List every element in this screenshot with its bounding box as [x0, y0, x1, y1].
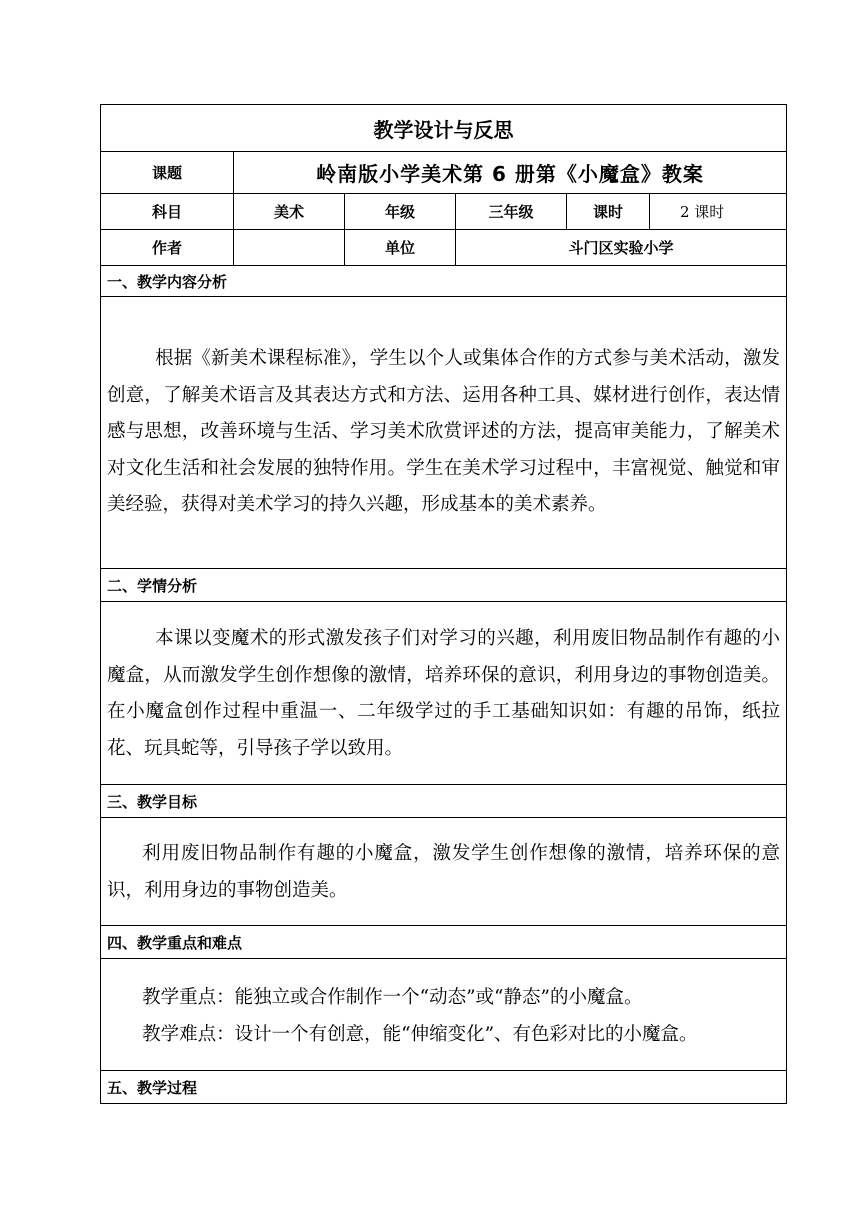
hours-value: 2 课时	[650, 194, 787, 230]
subject-value: 美术	[234, 194, 345, 230]
topic-value: 岭南版小学美术第 6 册第《小魔盒》教案	[234, 152, 787, 194]
hours-label: 课时	[567, 194, 650, 230]
author-label: 作者	[101, 230, 234, 266]
paragraph: 教学难点：设计一个有创意，能“伸缩变化”、有色彩对比的小魔盒。	[142, 1023, 698, 1045]
section-body-key-points	[101, 959, 787, 1071]
section-heading-content-analysis: 一、教学内容分析	[101, 266, 787, 297]
paragraph: 本课以变魔术的形式激发孩子们对学习的兴趣，利用废旧物品制作有趣的小魔盒，从而激发学生创作想像的激情，培养环保的意识，利用身边的事物创造美。在小魔盒创作过程中重温一、二年级学过的手工基础知识如：有趣的吊饰，纸拉花、玩具蛇等，引导孩子学以致用。	[107, 628, 780, 759]
paragraph: 根据《新美术课程标准》，学生以个人或集体合作的方式参与美术活动，激发创意，了解美术语言及其表达方式和方法、运用各种工具、媒材进行创作，表达情感与思想，改善环境与生活、学习美术欣赏评述的方法，提高审美能力，了解美术对文化生活和社会发展的独特作用。学生在美术学习过程中，丰富视觉、触觉和审美经验，获得对美术学习的持久兴趣，形成基本的美术素养。	[107, 348, 780, 516]
topic-label: 课题	[101, 152, 234, 194]
section-body-student-analysis	[101, 602, 787, 785]
subject-label: 科目	[101, 194, 234, 230]
paragraph: 利用废旧物品制作有趣的小魔盒，激发学生创作想像的激情，培养环保的意识，利用身边的事物创造美。	[107, 843, 780, 901]
unit-label: 单位	[345, 230, 456, 266]
section-body-content-analysis	[101, 297, 787, 569]
section-heading-teaching-goals: 三、教学目标	[101, 785, 787, 818]
section-heading-student-analysis: 二、学情分析	[101, 569, 787, 602]
grade-value: 三年级	[456, 194, 567, 230]
section-heading-teaching-process: 五、教学过程	[101, 1071, 787, 1104]
grade-label: 年级	[345, 194, 456, 230]
author-value	[234, 230, 345, 266]
section-body-teaching-goals	[101, 818, 787, 926]
paragraph: 教学重点：能独立或合作制作一个“动态”或“静态”的小魔盒。	[142, 987, 643, 1008]
document-title: 教学设计与反思	[101, 105, 787, 152]
section-heading-key-points: 四、教学重点和难点	[101, 926, 787, 959]
unit-value: 斗门区实验小学	[456, 230, 787, 266]
lesson-plan-table	[100, 104, 787, 1104]
